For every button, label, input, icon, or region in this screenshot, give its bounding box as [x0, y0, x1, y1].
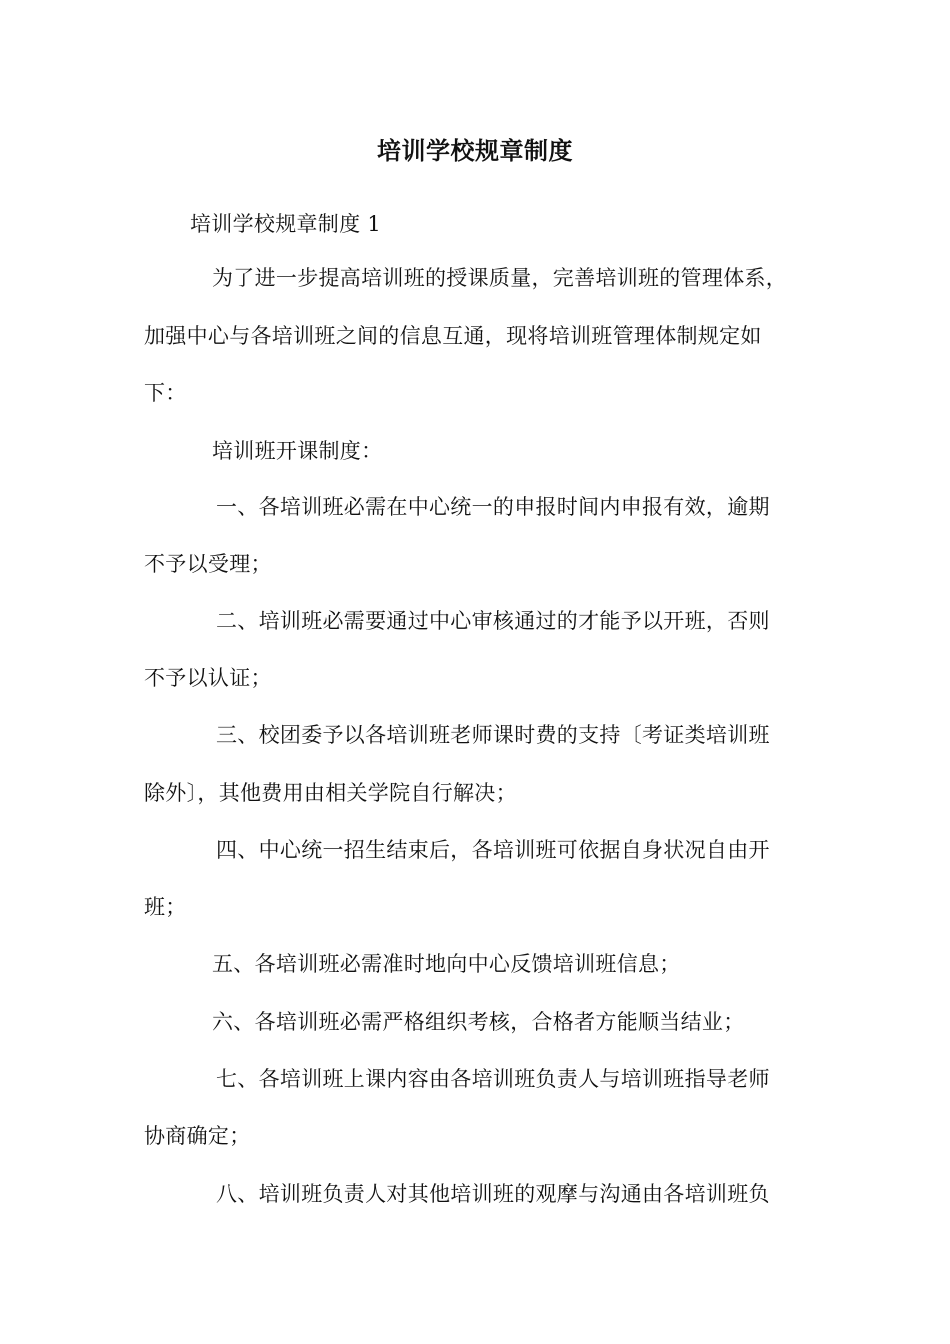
paragraph-line: 加强中心与各培训班之间的信息互通，现将培训班管理体制规定如 [144, 324, 762, 348]
paragraph-line: 下： [144, 381, 187, 405]
paragraph-line: 四、中心统一招生结束后，各培训班可依据自身状况自由开 [216, 838, 770, 862]
paragraph-line: 一、各培训班必需在中心统一的申报时间内申报有效，逾期 [216, 495, 770, 519]
paragraph-line: 不予以受理； [144, 552, 272, 576]
paragraph-line: 不予以认证； [144, 666, 272, 690]
section-heading: 培训班开课制度： [212, 439, 383, 463]
paragraph-line: 七、各培训班上课内容由各培训班负责人与培训班指导老师 [216, 1067, 770, 1091]
paragraph-line: 为了进一步提高培训班的授课质量，完善培训班的管理体系， [212, 266, 788, 290]
document-subtitle: 培训学校规章制度 1 [190, 212, 382, 236]
paragraph-line: 六、各培训班必需严格组织考核，合格者方能顺当结业； [212, 1010, 745, 1034]
paragraph-line: 八、培训班负责人对其他培训班的观摩与沟通由各培训班负 [216, 1182, 770, 1206]
paragraph-line: 五、各培训班必需准时地向中心反馈培训班信息； [212, 952, 681, 976]
paragraph-line: 三、校团委予以各培训班老师课时费的支持〔考证类培训班 [216, 723, 770, 747]
paragraph-line: 协商确定； [144, 1124, 251, 1148]
paragraph-line: 除外〕，其他费用由相关学院自行解决； [144, 781, 517, 805]
paragraph-line: 二、培训班必需要通过中心审核通过的才能予以开班，否则 [216, 609, 770, 633]
paragraph-line: 班； [144, 895, 187, 919]
document-title: 培训学校规章制度 [377, 136, 573, 165]
